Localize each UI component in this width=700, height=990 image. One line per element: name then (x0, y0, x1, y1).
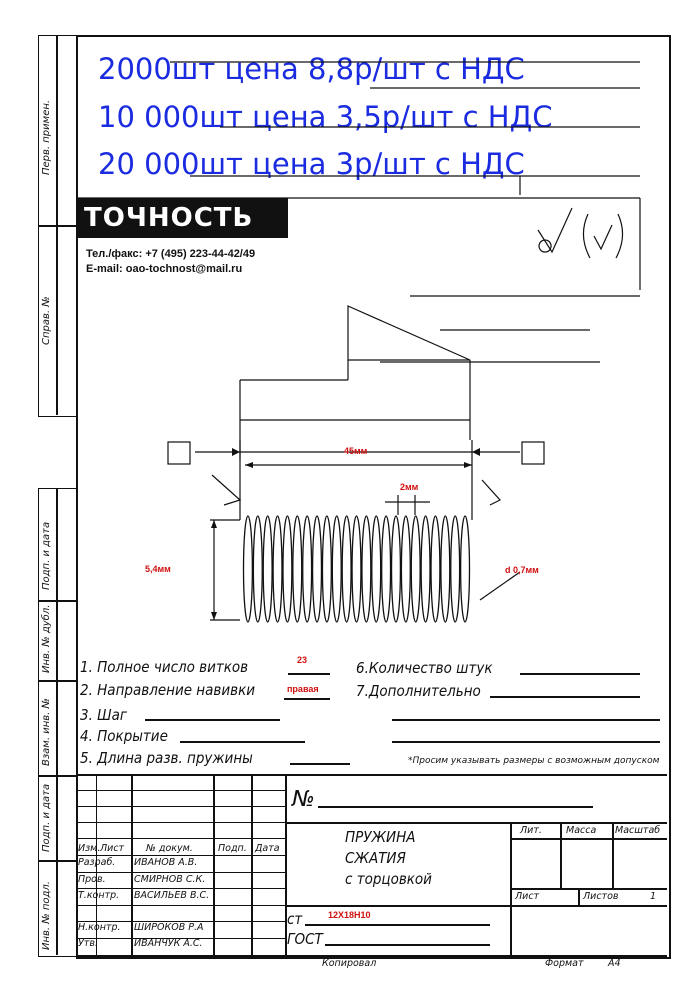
coil (362, 516, 371, 622)
diameter-dim: 5,4мм (145, 564, 171, 574)
price-line: 20 000шт цена 3р/шт с НДС (98, 147, 525, 181)
material-grade: 12Х18Н10 (328, 910, 371, 920)
role: Н.контр. (78, 922, 121, 933)
number-label: № (292, 787, 315, 812)
coil (401, 516, 410, 622)
coil (431, 516, 440, 622)
pitch-dim: 2мм (400, 482, 419, 492)
name: ВАСИЛЬЕВ В.С. (134, 890, 210, 901)
wire-dim: d 0,7мм (505, 565, 539, 575)
col-header: Дата (255, 843, 280, 854)
grid-row-line (76, 905, 285, 906)
grid-row-line (76, 806, 285, 807)
sheet-label: Лист (515, 891, 540, 902)
copied-label: Копировал (322, 958, 377, 969)
coil (382, 516, 391, 622)
param-1: 1. Полное число витков (80, 658, 249, 676)
coil (411, 516, 420, 622)
grid-row-line (76, 838, 285, 839)
grid-row-line (76, 888, 285, 889)
coil (293, 516, 302, 622)
price-line: 2000шт цена 8,8р/шт с НДС (98, 52, 525, 86)
param-2: 2. Направление навивки (80, 681, 255, 699)
side-label: Инв. № подл. (41, 881, 52, 950)
role: Утв. (78, 938, 98, 949)
side-label: Справ. № (41, 296, 52, 345)
coil (303, 516, 312, 622)
product-name-3: с торцовкой (345, 870, 432, 888)
format-label: Формат (545, 958, 584, 969)
coil (283, 516, 292, 622)
role: Т.контр. (78, 890, 120, 901)
coil (332, 516, 341, 622)
col-header: Изм. (78, 843, 101, 854)
product-name-2: СЖАТИЯ (345, 849, 406, 867)
coil (263, 516, 272, 622)
scale-header: Масштаб (615, 825, 661, 836)
length-dim: 45мм (344, 446, 368, 456)
param-4: 4. Покрытие (80, 727, 168, 745)
coil (313, 516, 322, 622)
name: ИВАНЧУК А.С. (134, 938, 203, 949)
coil (273, 516, 282, 622)
side-label: Инв. № дубл. (41, 604, 52, 673)
product-name-1: ПРУЖИНА (345, 828, 416, 846)
param-7: 7.Дополнительно (356, 682, 481, 700)
param-3: 3. Шаг (80, 706, 127, 724)
side-label: Взам. инв. № (41, 698, 52, 766)
param-5: 5. Длина разв. пружины (80, 749, 253, 767)
company-phone: Тел./факс: +7 (495) 223-44-42/49 (86, 248, 256, 260)
side-label: Перв. примен. (41, 99, 52, 175)
lit-header: Лит. (520, 825, 542, 836)
name: ШИРОКОВ Р.А (134, 922, 204, 933)
coil (461, 516, 470, 622)
coil (352, 516, 361, 622)
param-2-value: правая (287, 684, 319, 694)
gost-label: ГОСТ (287, 930, 323, 948)
col-header: Подп. (218, 843, 247, 854)
sheets-label: Листов (583, 891, 619, 902)
logo-text: ТОЧНОСТЬ (84, 203, 254, 233)
col-header: № докум. (146, 843, 193, 854)
price-line: 10 000шт цена 3,5р/шт с НДС (98, 100, 553, 134)
coil (451, 516, 460, 622)
company-email: E-mail: oao-tochnost@mail.ru (86, 263, 243, 275)
mass-header: Масса (566, 825, 597, 836)
role: Разраб. (78, 857, 116, 868)
coil (244, 516, 253, 622)
side-label: Подп. и дата (41, 783, 52, 852)
grid-row-line (76, 855, 285, 856)
note: *Просим указывать размеры с возможным допуском (408, 756, 660, 766)
name: ИВАНОВ А.В. (134, 857, 198, 868)
role: Пров. (78, 874, 106, 885)
name: СМИРНОВ С.К. (134, 874, 206, 885)
col-header: Лист (100, 843, 125, 854)
param-6: 6.Количество штук (356, 659, 493, 677)
coil (372, 516, 381, 622)
coil (392, 516, 401, 622)
grid-row-line (76, 872, 285, 873)
param-1-value: 23 (297, 655, 308, 665)
grid-row-line (76, 822, 285, 823)
side-label: Подп. и дата (41, 521, 52, 590)
grid-row-line (76, 790, 285, 791)
coil (441, 516, 450, 622)
sheets-value: 1 (650, 891, 657, 902)
material-st: ст (287, 910, 303, 928)
format-value: А4 (608, 958, 621, 969)
coil (421, 516, 430, 622)
coil (342, 516, 351, 622)
coil (322, 516, 331, 622)
coil (253, 516, 262, 622)
